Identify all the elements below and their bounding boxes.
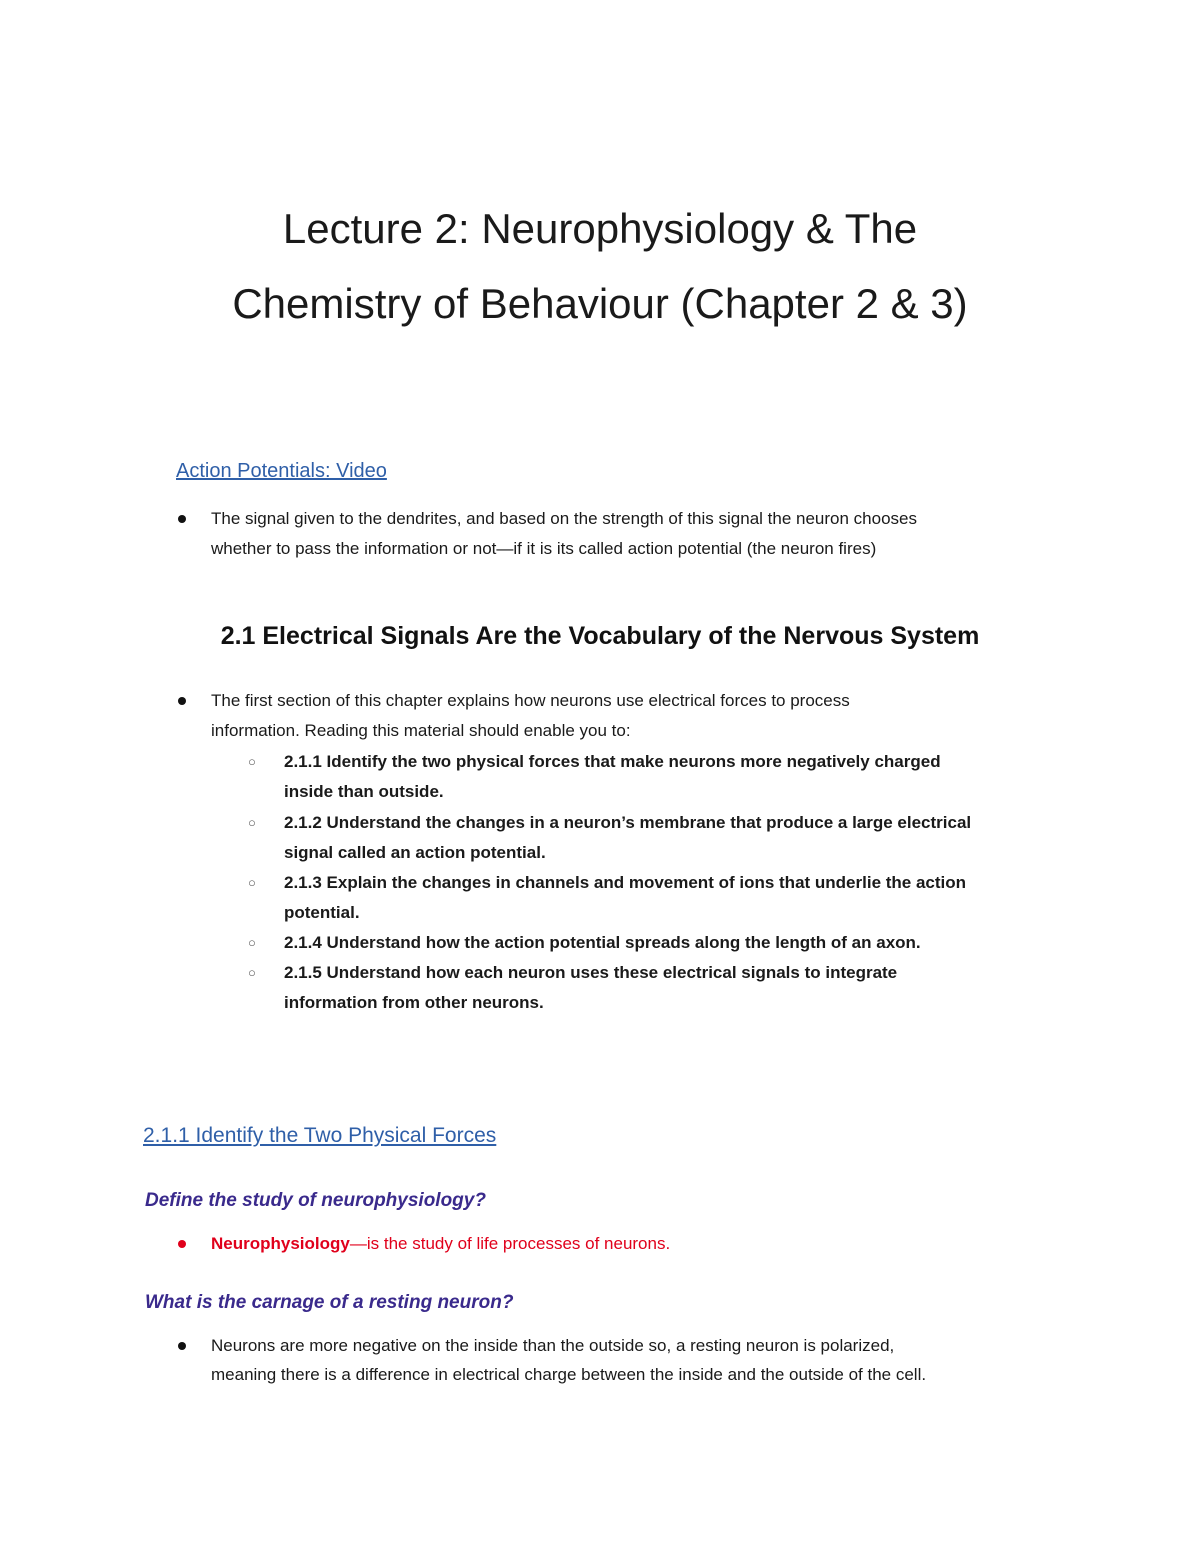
bullet-icon (178, 515, 186, 523)
action-potentials-video-link[interactable]: Action Potentials: Video (176, 460, 387, 482)
sub-bullet-icon: ○ (248, 935, 256, 950)
objective-3-line-2: potential. (284, 903, 360, 922)
question-1: Define the study of neurophysiology? (145, 1190, 486, 1211)
answer-2-line-2: meaning there is a difference in electrical charge between the inside and the outside of the cell. (211, 1365, 927, 1384)
red-bullet-icon (178, 1240, 186, 1248)
objective-3-line-1: 2.1.3 Explain the changes in channels and movement of ions that underlie the action (284, 873, 967, 892)
objective-1-line-2: inside than outside. (284, 782, 444, 801)
answer-2-line-1: Neurons are more negative on the inside than the outside so, a resting neuron is polarized, (211, 1336, 895, 1355)
page-title-line-2: Chemistry of Behaviour (Chapter 2 & 3) (232, 280, 968, 327)
answer-1 (211, 1233, 670, 1255)
section-2-1-intro-line-1: The first section of this chapter explains how neurons use electrical forces to process (211, 691, 850, 710)
section-2-1-intro-line-2: information. Reading this material should enable you to: (211, 721, 631, 740)
objective-2-line-1: 2.1.2 Understand the changes in a neuron’s membrane that produce a large electrical (284, 813, 972, 832)
bullet-icon (178, 697, 186, 705)
sub-bullet-icon: ○ (248, 754, 256, 769)
sub-bullet-icon: ○ (248, 875, 256, 890)
objective-5-line-2: information from other neurons. (284, 993, 544, 1012)
answer-1-term: Neurophysiology (211, 1234, 350, 1253)
answer-1-definition: —is the study of life processes of neurons. (349, 1234, 671, 1253)
objective-5-line-1: 2.1.5 Understand how each neuron uses these electrical signals to integrate (284, 963, 898, 982)
sub-bullet-icon: ○ (248, 965, 256, 980)
objective-2-line-2: signal called an action potential. (284, 843, 546, 862)
section-2-1-1-link-heading[interactable]: 2.1.1 Identify the Two Physical Forces (143, 1124, 497, 1147)
page-title-line-1: Lecture 2: Neurophysiology & The (282, 205, 918, 252)
bullet-icon (178, 1342, 186, 1350)
action-potentials-text-line-1: The signal given to the dendrites, and based on the strength of this signal the neuron chooses (211, 509, 917, 528)
sub-bullet-icon: ○ (248, 815, 256, 830)
question-2: What is the carnage of a resting neuron? (145, 1292, 514, 1313)
objective-4-line-1: 2.1.4 Understand how the action potential spreads along the length of an axon. (284, 933, 921, 952)
action-potentials-text-line-2: whether to pass the information or not—if it is its called action potential (the neuron fires) (211, 539, 877, 558)
section-2-1-heading: 2.1 Electrical Signals Are the Vocabulary of the Nervous System (220, 622, 980, 650)
objective-1-line-1: 2.1.1 Identify the two physical forces that make neurons more negatively charged (284, 752, 941, 771)
